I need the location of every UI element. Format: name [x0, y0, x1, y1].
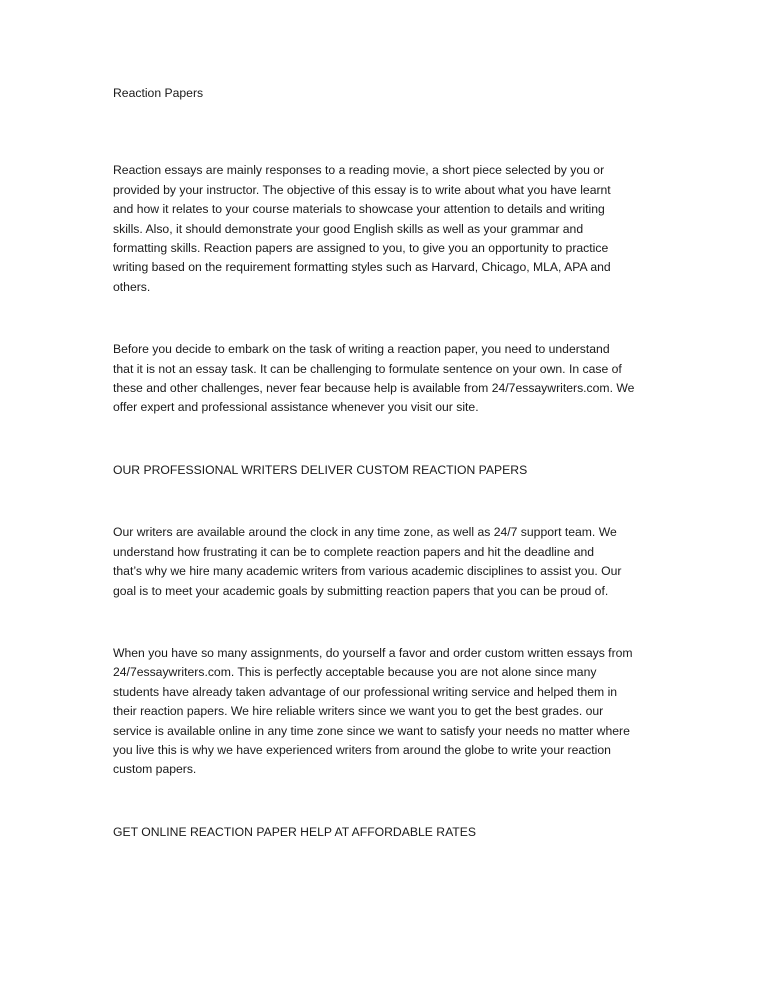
- section-heading-affordable-rates: GET ONLINE REACTION PAPER HELP AT AFFORDABLE RATES: [113, 824, 477, 839]
- paragraph-many-assignments: When you have so many assignments, do yourself a favor and order custom written essays from 24/7essaywriters.com. This is perfectly acceptable because you are not alone since many students have already taken advantage of our professional writing service and helped them in their reaction papers. We hire reliable writers since we want you to get the best grades. our service is available online in any time zone since we want to satisfy your needs no matter where you live this is why we have experienced writers from around the globe to write your reaction custom papers.: [113, 645, 633, 777]
- paragraph-intro: Reaction essays are mainly responses to a reading movie, a short piece selected by you or provided by your instructor. The objective of this essay is to write about what you have learnt and how it relates to your course materials to showcase your attention to details and writing skills. Also, it should demonstrate your good English skills as well as your grammar and formatting skills. Reaction papers are assigned to you, to give you an opportunity to practice writing based on the requirement formatting styles such as Harvard, Chicago, MLA, APA and others.: [113, 163, 611, 294]
- spacer: [113, 297, 658, 340]
- document-title: Reaction Papers: [113, 86, 204, 100]
- spacer: [113, 780, 658, 823]
- section-heading-professional-writers: OUR PROFESSIONAL WRITERS DELIVER CUSTOM REACTION PAPERS: [113, 462, 528, 477]
- paragraph-writers-available: Our writers are available around the clock in any time zone, as well as 24/7 support team. We understand how frustrating it can be to complete reaction papers and hit the deadline and that’s why we hire many academic writers from various academic disciplines to assist you. Our goal is to meet your academic goals by submitting reaction papers that you can be proud of.: [113, 525, 622, 598]
- spacer: [113, 601, 658, 644]
- paragraph-before-you-decide: Before you decide to embark on the task of writing a reaction paper, you need to understand that it is not an essay task. It can be challenging to formulate sentence on your own. In case of these and other challenges, never fear because help is available from 24/7essaywriters.com. We offer expert and professional assistance whenever you visit our site.: [113, 342, 635, 415]
- spacer: [113, 103, 658, 161]
- spacer: [113, 418, 658, 461]
- spacer: [113, 480, 658, 523]
- document-body: [113, 84, 658, 842]
